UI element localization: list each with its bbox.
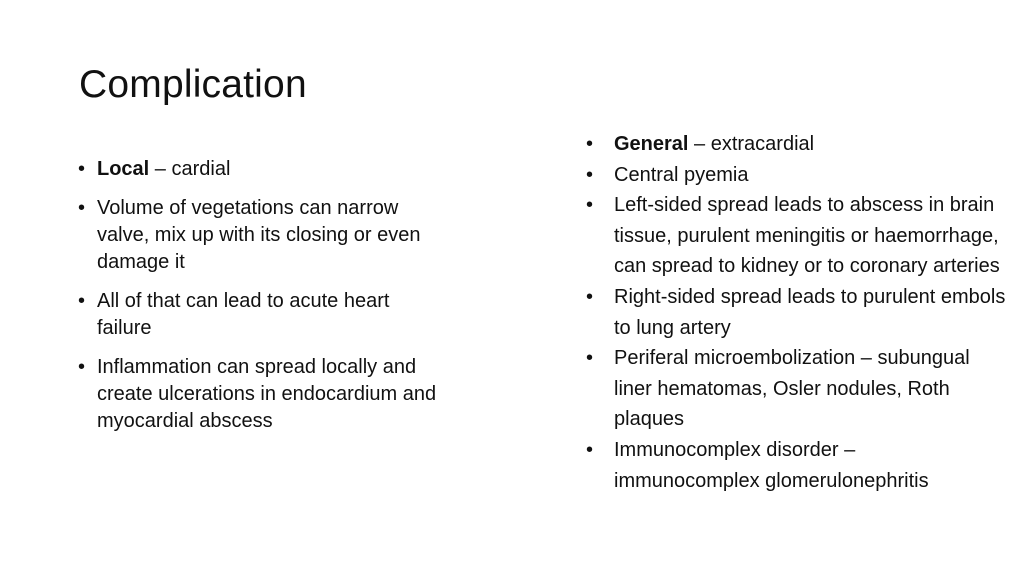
bullet-text: Left-sided spread leads to abscess in brain tissue, purulent meningitis or haemorrhage, can spread to kidney or to coronary arteries	[614, 194, 1000, 278]
bullet-text: Right-sided spread leads to purulent embols to lung artery	[614, 285, 1006, 339]
right-bullet-list	[586, 129, 1006, 496]
bullet-text: Periferal microembolization – subungual liner hematomas, Osler nodules, Roth plaques	[614, 347, 970, 431]
bullet-text: Central pyemia	[614, 163, 749, 186]
bullet-text: Immunocomplex disorder – immunocomplex glomerulonephritis	[614, 438, 929, 492]
right-bullet-item	[586, 160, 1006, 191]
bullet-heading: Local	[97, 158, 150, 180]
bullet-text: Inflammation can spread locally and create ulcerations in endocardium and myocardial abscess	[97, 356, 437, 432]
bullet-heading: General	[614, 133, 689, 155]
bullet-text: – cardial	[149, 158, 231, 180]
slide-title: Complication	[79, 63, 307, 106]
left-bullet-item	[78, 195, 438, 276]
left-bullet-item	[78, 354, 438, 435]
left-bullet-item	[78, 288, 438, 342]
right-bullet-item	[586, 129, 1006, 160]
right-bullet-item	[586, 282, 1006, 343]
bullet-text: All of that can lead to acute heart failure	[97, 290, 390, 339]
bullet-text: Volume of vegetations can narrow valve, mix up with its closing or even damage it	[97, 197, 421, 273]
right-bullet-item	[586, 343, 1006, 435]
left-bullet-list	[78, 156, 438, 447]
right-bullet-item	[586, 190, 1006, 282]
right-bullet-item	[586, 435, 1006, 496]
bullet-text: – extracardial	[688, 133, 815, 155]
left-bullet-item	[78, 156, 438, 183]
